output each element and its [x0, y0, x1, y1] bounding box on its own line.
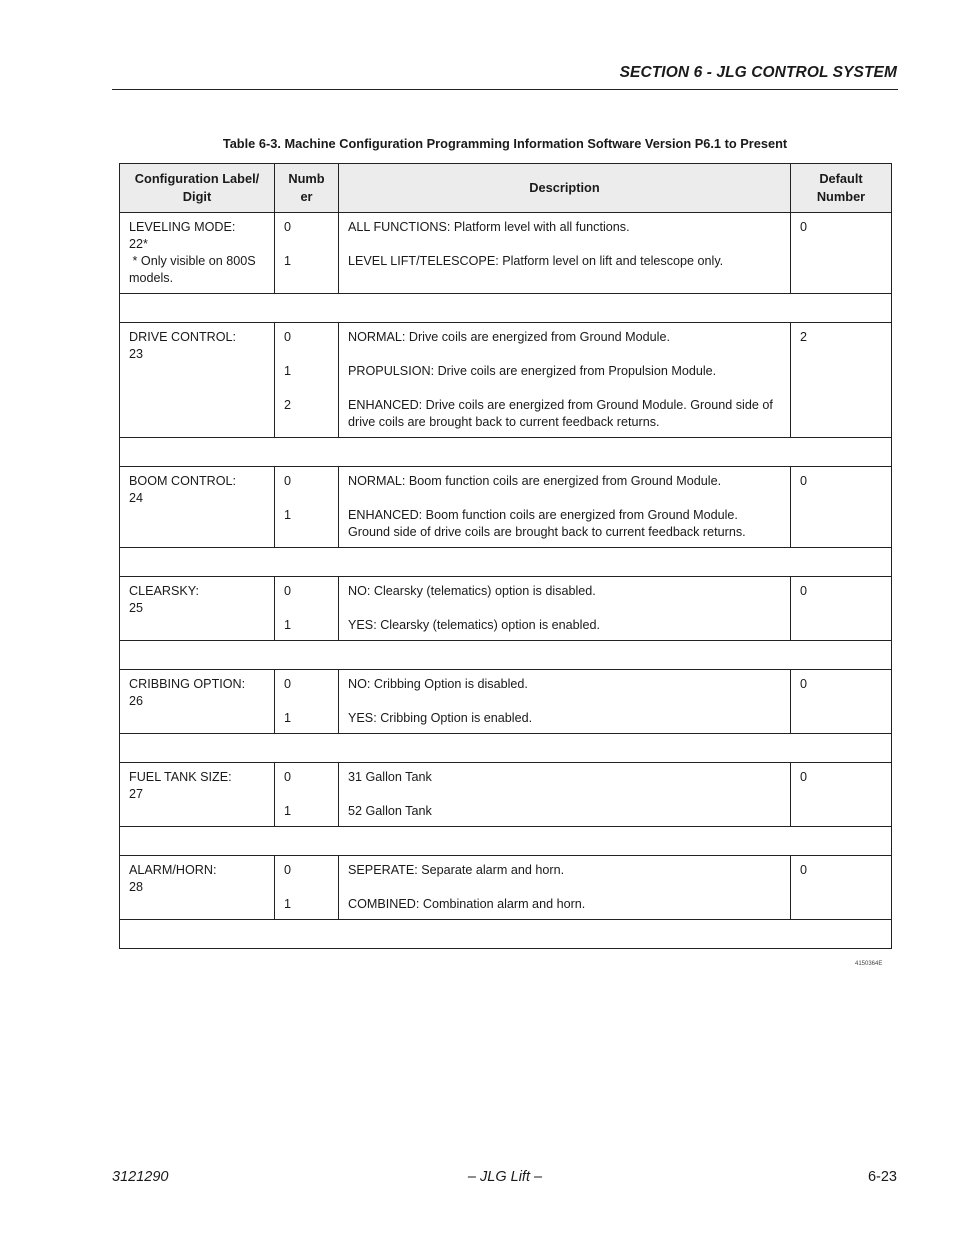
- spacer-row: [120, 548, 892, 577]
- header-text: Number: [816, 189, 866, 204]
- cell-description: [339, 467, 791, 548]
- option-number: 1: [284, 897, 292, 911]
- cell-config-label: [120, 856, 275, 920]
- spacer-cell: [120, 920, 892, 949]
- label-text: CRIBBING OPTION:: [129, 677, 246, 691]
- default-value: 0: [800, 220, 808, 234]
- cell-description: [339, 323, 791, 438]
- cell-default-number: [791, 213, 892, 294]
- cell-number: [275, 763, 339, 827]
- cell-number: [275, 467, 339, 548]
- header-text: er: [300, 189, 313, 204]
- spacer-cell: [120, 294, 892, 323]
- cell-description: [339, 577, 791, 641]
- label-text: DRIVE CONTROL:: [129, 330, 237, 344]
- cell-description: [339, 763, 791, 827]
- table-row: [120, 856, 892, 920]
- default-value: 0: [800, 770, 808, 784]
- spacer-row: [120, 920, 892, 949]
- figure-code: 4150364E: [855, 961, 883, 967]
- cell-config-label: [120, 763, 275, 827]
- option-description: YES: Clearsky (telematics) option is enabled.: [348, 618, 600, 632]
- label-text: 27: [129, 787, 144, 801]
- cell-description: [339, 670, 791, 734]
- spacer-cell: [120, 734, 892, 763]
- table-header-row: [120, 164, 892, 213]
- label-text: CLEARSKY:: [129, 584, 199, 598]
- header-number: [275, 164, 339, 213]
- cell-default-number: [791, 467, 892, 548]
- footer-document-number: 3121290: [112, 1169, 169, 1185]
- option-description: 52 Gallon Tank: [348, 804, 432, 818]
- header-text: Numb: [288, 171, 325, 186]
- header-text: Description: [529, 180, 600, 195]
- cell-default-number: [791, 670, 892, 734]
- header-config-label: [120, 164, 275, 213]
- cell-description: [339, 856, 791, 920]
- option-description: ALL FUNCTIONS: Platform level with all functions.: [348, 220, 630, 234]
- option-description: NO: Cribbing Option is disabled.: [348, 677, 528, 691]
- option-number: 1: [284, 508, 292, 522]
- default-value: 0: [800, 584, 808, 598]
- label-text: FUEL TANK SIZE:: [129, 770, 232, 784]
- spacer-cell: [120, 827, 892, 856]
- cell-default-number: [791, 323, 892, 438]
- spacer-row: [120, 438, 892, 467]
- table-row: [120, 323, 892, 438]
- label-text: ALARM/HORN:: [129, 863, 217, 877]
- cell-default-number: [791, 577, 892, 641]
- label-text: models.: [129, 271, 174, 285]
- label-text: 22*: [129, 237, 148, 251]
- label-text: * Only visible on 800S: [129, 254, 256, 268]
- option-number: 0: [284, 584, 292, 598]
- cell-number: [275, 670, 339, 734]
- option-description: Ground side of drive coils are brought back to current feedback returns.: [348, 525, 746, 539]
- option-description: ENHANCED: Drive coils are energized from Ground Module. Ground side of: [348, 398, 773, 412]
- cell-default-number: [791, 763, 892, 827]
- table-row: [120, 670, 892, 734]
- header-text: Configuration Label/: [134, 171, 260, 186]
- section-header: SECTION 6 - JLG CONTROL SYSTEM: [619, 64, 897, 81]
- option-number: 0: [284, 863, 292, 877]
- spacer-row: [120, 294, 892, 323]
- table-row: [120, 467, 892, 548]
- option-number: 0: [284, 330, 292, 344]
- option-description: NO: Clearsky (telematics) option is disabled.: [348, 584, 596, 598]
- header-rule: [112, 89, 898, 90]
- header-text: Digit: [182, 189, 212, 204]
- option-number: 1: [284, 364, 292, 378]
- option-description: ENHANCED: Boom function coils are energized from Ground Module.: [348, 508, 738, 522]
- table-title: Table 6-3. Machine Configuration Programming Information Software Version P6.1 to Present: [222, 136, 788, 151]
- label-text: 23: [129, 347, 144, 361]
- option-number: 1: [284, 804, 292, 818]
- spacer-cell: [120, 438, 892, 467]
- option-number: 0: [284, 220, 292, 234]
- cell-config-label: [120, 323, 275, 438]
- label-text: 26: [129, 694, 144, 708]
- default-value: 0: [800, 863, 808, 877]
- header-text: Default: [819, 171, 863, 186]
- label-text: 25: [129, 601, 144, 615]
- option-description: NORMAL: Boom function coils are energized from Ground Module.: [348, 474, 722, 488]
- label-text: 28: [129, 880, 144, 894]
- header-default-number: [791, 164, 892, 213]
- spacer-row: [120, 641, 892, 670]
- option-description: YES: Cribbing Option is enabled.: [348, 711, 533, 725]
- option-number: 0: [284, 770, 292, 784]
- cell-number: [275, 213, 339, 294]
- cell-config-label: [120, 467, 275, 548]
- option-description: SEPERATE: Separate alarm and horn.: [348, 863, 565, 877]
- default-value: 0: [800, 474, 808, 488]
- label-text: 24: [129, 491, 144, 505]
- cell-number: [275, 323, 339, 438]
- option-description: 31 Gallon Tank: [348, 770, 432, 784]
- option-description: NORMAL: Drive coils are energized from Ground Module.: [348, 330, 670, 344]
- footer-page-number: 6-23: [867, 1169, 897, 1185]
- default-value: 2: [800, 330, 808, 344]
- label-text: LEVELING MODE:: [129, 220, 236, 234]
- cell-description: [339, 213, 791, 294]
- spacer-cell: [120, 548, 892, 577]
- cell-config-label: [120, 213, 275, 294]
- table-row: [120, 577, 892, 641]
- option-number: 0: [284, 474, 292, 488]
- option-number: 1: [284, 254, 292, 268]
- spacer-row: [120, 734, 892, 763]
- option-description: PROPULSION: Drive coils are energized from Propulsion Module.: [348, 364, 717, 378]
- header-description: [339, 164, 791, 213]
- option-description: drive coils are brought back to current feedback returns.: [348, 415, 660, 429]
- table-row: [120, 763, 892, 827]
- option-number: 1: [284, 618, 292, 632]
- option-number: 0: [284, 677, 292, 691]
- option-number: 1: [284, 711, 292, 725]
- configuration-table: [119, 163, 892, 949]
- cell-config-label: [120, 577, 275, 641]
- option-number: 2: [284, 398, 292, 412]
- cell-number: [275, 856, 339, 920]
- spacer-row: [120, 827, 892, 856]
- table-row: [120, 213, 892, 294]
- cell-config-label: [120, 670, 275, 734]
- cell-number: [275, 577, 339, 641]
- label-text: BOOM CONTROL:: [129, 474, 237, 488]
- spacer-cell: [120, 641, 892, 670]
- cell-default-number: [791, 856, 892, 920]
- footer-title: – JLG Lift –: [467, 1169, 543, 1185]
- default-value: 0: [800, 677, 808, 691]
- option-description: COMBINED: Combination alarm and horn.: [348, 897, 586, 911]
- option-description: LEVEL LIFT/TELESCOPE: Platform level on lift and telescope only.: [348, 254, 724, 268]
